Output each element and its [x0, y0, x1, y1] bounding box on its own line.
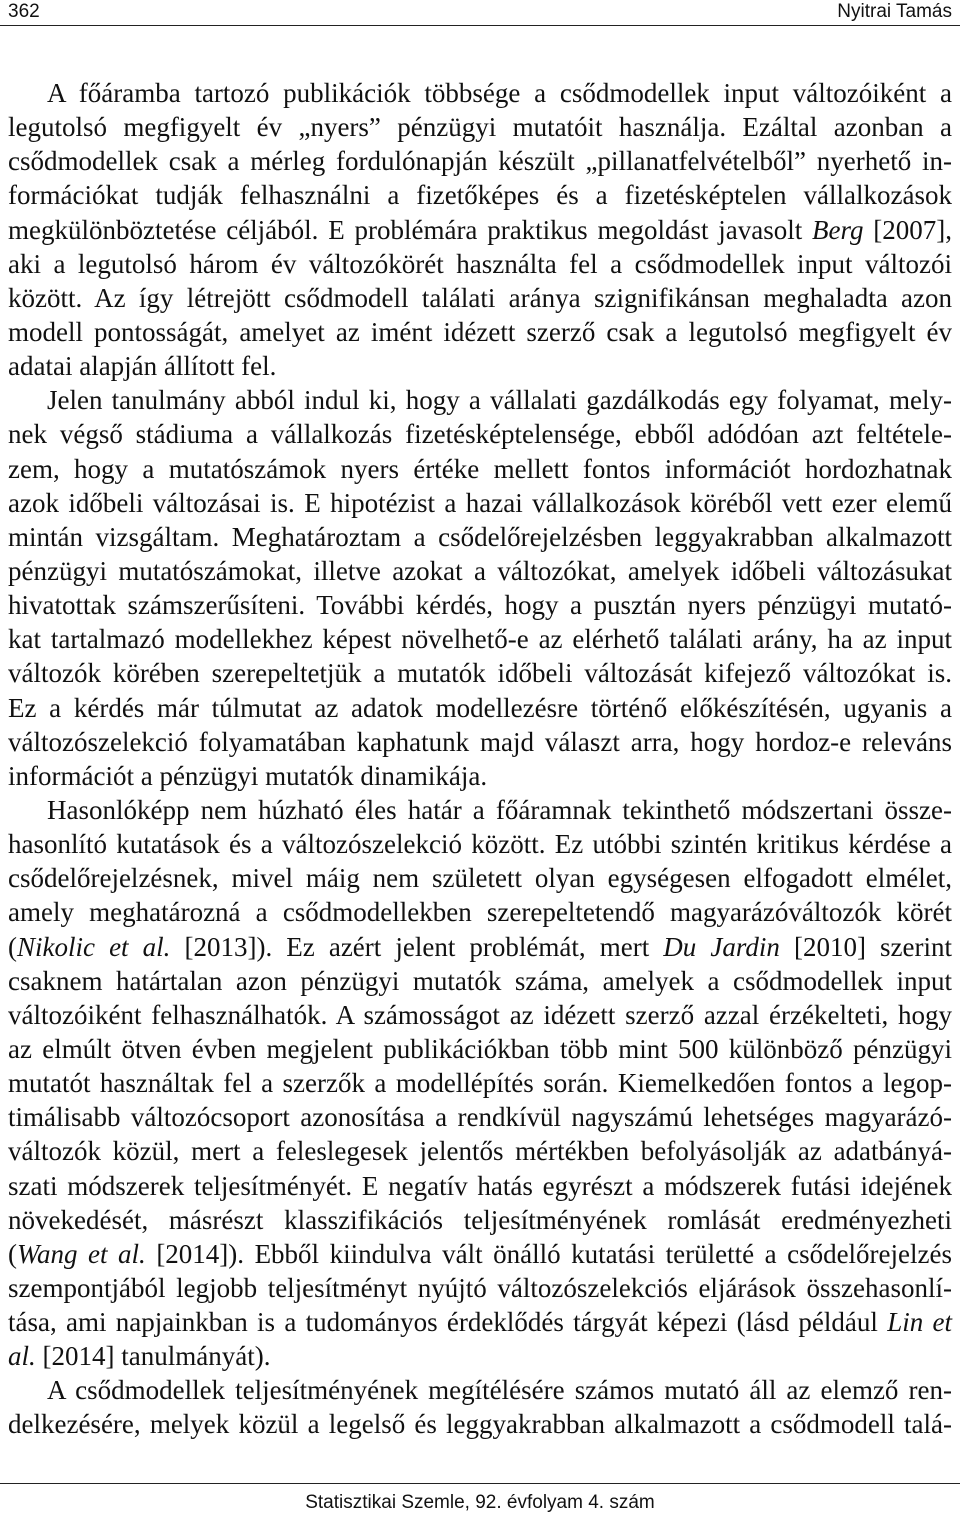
text-run: megkülönböztetése céljából. E problémára praktikus megoldást javasolt	[8, 214, 812, 245]
italic-citation: Berg	[812, 214, 864, 245]
text-run: [2014]). Ebből kiindulva vált önálló kutatási területté a csődelőrejelzés	[145, 1238, 952, 1269]
text-run: [2014] tanulmányát).	[35, 1341, 271, 1372]
text-line: csaknem határtalan azon pénzügyi mutatók száma, amelyek a csődmodellek input	[8, 965, 952, 996]
text-line	[8, 1237, 952, 1271]
text-line: azok időbeli változásai is. E hipotézist a hazai vállalkozások köréből vett ezer elemű	[8, 487, 952, 518]
footer-journal-issue: Statisztikai Szemle, 92. évfolyam 4. szám	[305, 1492, 655, 1513]
text-line: amely meghatározná a csődmodellekben szerepeltetendő magyarázóváltozók körét	[8, 897, 952, 928]
text-line	[8, 213, 952, 247]
text-line: Hasonlóképp nem húzható éles határ a főáramnak tekinthető módszertani össze-	[47, 794, 952, 825]
paragraph	[8, 76, 952, 383]
text-line: legutolsó megfigyelt év „nyers” pénzügyi mutatóit használja. Ezáltal azonban a	[8, 112, 952, 143]
text-line: formációkat tudják felhasználni a fizetőképes és a fizetésképtelen vállalkozások	[8, 180, 952, 211]
text-line: között. Az így létrejött csődmodell találati aránya szignifikánsan meghaladta azon	[8, 282, 952, 313]
text-line: változók közül, mert a feleslegesek jelentős mértékben befolyásolják az adatbányá-	[8, 1136, 952, 1167]
text-line: mintán vizsgáltam. Meghatároztam a csődelőrejelzésben leggyakrabban alkalmazott	[8, 521, 952, 552]
text-line: Ez a kérdés már túlmutat az adatok modellezésre történő előkészítésén, ugyanis a	[8, 692, 952, 723]
text-run: (	[8, 931, 17, 962]
text-line: szempontjából legjobb teljesítményt nyújtó változószelekciós eljárások összehasonlí-	[8, 1272, 952, 1303]
text-line: csődmodellek csak a mérleg fordulónapján készült „pillanatfelvételből” nyerhető in-	[8, 146, 952, 177]
paragraph	[8, 1373, 952, 1441]
text-line: zem, hogy a mutatószámok nyers értéke mellett fontos információt hordozhatnak	[8, 453, 952, 484]
text-line: aki a legutolsó három év változókörét használta fel a csődmodellek input változói	[8, 248, 952, 279]
paragraph	[8, 383, 952, 793]
text-line: információt a pénzügyi mutatók dinamikája.	[8, 760, 488, 791]
text-line: változók körében szerepeltetjük a mutatók időbeli változását kifejező változókat is.	[8, 658, 952, 689]
text-line	[8, 1339, 952, 1373]
text-line	[8, 930, 952, 964]
italic-citation: al.	[8, 1341, 36, 1372]
text-run: [2007],	[863, 214, 952, 245]
italic-citation: Wang et al.	[17, 1238, 146, 1269]
text-line: modell pontosságát, amelyet az imént idézett szerző csak a legutolsó megfigyelt év	[8, 316, 952, 347]
text-line: nek végső stádiuma a vállalkozás fizetésképtelensége, ebből adódóan azt feltétele-	[8, 419, 952, 450]
text-line: hasonlító kutatások és a változószelekció között. Ez utóbbi szintén kritikus kérdése a	[8, 829, 952, 860]
text-line	[8, 1305, 952, 1339]
running-footer	[0, 1483, 960, 1520]
text-line: változóiként felhasználhatók. A számosságot az idézett szerző azzal érzékelteti, hogy	[8, 999, 952, 1030]
text-run: tása, ami napjainkban is a tudományos érdeklődés tárgyát képezi (lásd például	[8, 1307, 888, 1338]
italic-citation: Du Jardin	[663, 931, 780, 962]
text-line: hivatottak számszerűsíteni. További kérdés, hogy a pusztán nyers pénzügyi mutató-	[8, 590, 952, 621]
text-line: csődelőrejelzésnek, mivel máig nem született olyan egységesen elfogadott elmélet,	[8, 863, 952, 894]
text-line: változószelekció folyamatában kaphatunk majd választ arra, hogy hordoz-e releváns	[8, 726, 952, 757]
text-line: az elmúlt ötven évben megjelent publikációkban több mint 500 különböző pénzügyi	[8, 1033, 952, 1064]
text-line: timálisabb változócsoport azonosítása a rendkívül nagyszámú lehetséges magyarázó-	[8, 1102, 952, 1133]
paragraph	[8, 793, 952, 1373]
text-run: [2010] szerint	[779, 931, 952, 962]
text-line: kat tartalmazó modellekhez képest növelhető-e az elérhető találati arány, ha az input	[8, 624, 952, 655]
text-line: A főáramba tartozó publikációk többsége a csődmodellek input változóiként a	[47, 78, 952, 108]
running-header	[0, 0, 960, 26]
text-line: pénzügyi mutatószámokat, illetve azokat a változókat, amelyek időbeli változásukat	[8, 555, 952, 586]
text-line: delkezésére, melyek közül a legelső és leggyakrabban alkalmazott a csődmodell talá-	[8, 1409, 952, 1440]
text-line: Jelen tanulmány abból indul ki, hogy a vállalati gazdálkodás egy folyamat, mely-	[47, 385, 952, 416]
text-line: szati módszerek teljesítményét. E negatív hatás egyrészt a módszerek futási idejének	[8, 1170, 952, 1201]
text-line: növekedését, másrészt klasszifikációs teljesítményének romlását eredményezheti	[8, 1204, 952, 1235]
italic-citation: Lin et	[887, 1307, 952, 1338]
running-head-author: Nyitrai Tamás	[837, 1, 952, 22]
text-run: [2013]). Ez azért jelent problémát, mert	[170, 931, 664, 962]
body-text	[8, 76, 952, 1442]
page-number: 362	[8, 1, 40, 22]
italic-citation: Nikolic et al.	[17, 931, 171, 962]
text-run: (	[8, 1238, 17, 1269]
text-line: mutatót használtak fel a szerzők a modellépítés során. Kiemelkedően fontos a legop-	[8, 1068, 952, 1099]
text-line: adatai alapján állított fel.	[8, 351, 277, 382]
text-line: A csődmodellek teljesítményének megítélésére számos mutató áll az elemző ren-	[47, 1375, 952, 1406]
